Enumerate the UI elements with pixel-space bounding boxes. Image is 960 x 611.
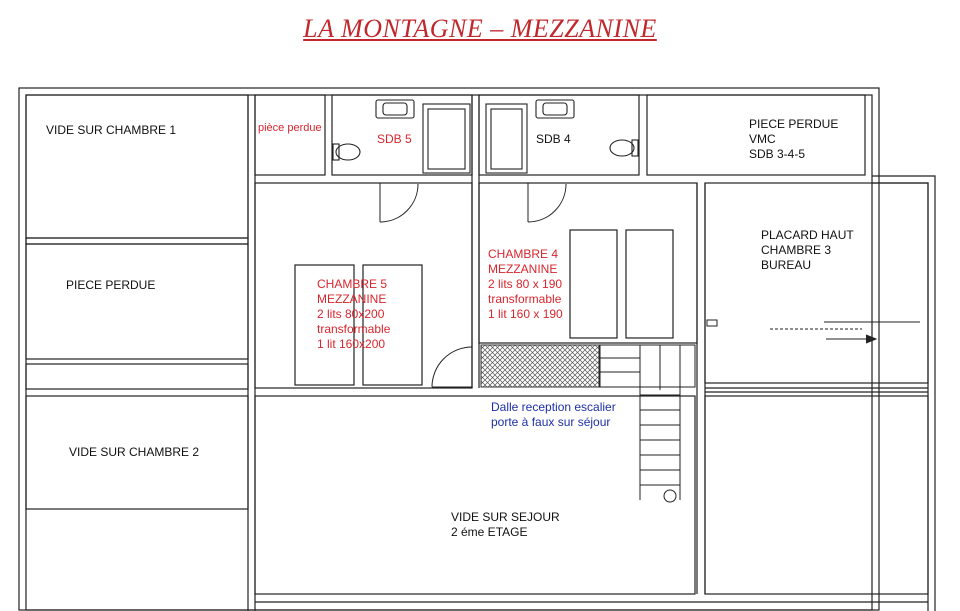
label-piece-perdue-left: PIECE PERDUE <box>66 278 156 292</box>
label-sdb4: SDB 4 <box>536 132 571 146</box>
label-vide-chambre-2: VIDE SUR CHAMBRE 2 <box>69 445 200 459</box>
title-text: LA MONTAGNE – MEZZANINE <box>303 14 657 43</box>
label-sdb5: SDB 5 <box>377 132 412 146</box>
label-placard: PLACARD HAUT CHAMBRE 3 BUREAU <box>761 228 854 272</box>
plan-title <box>0 14 960 44</box>
dalle-hatch <box>481 345 599 387</box>
label-vide-sejour: VIDE SUR SEJOUR 2 éme ETAGE <box>451 510 560 539</box>
placard-rails <box>707 320 920 343</box>
label-vide-chambre-1: VIDE SUR CHAMBRE 1 <box>46 123 177 137</box>
label-dalle: Dalle reception escalier porte à faux sur séjour <box>491 400 616 429</box>
label-chambre-4: CHAMBRE 4 MEZZANINE 2 lits 80 x 190 transformable 1 lit 160 x 190 <box>488 247 563 321</box>
label-piece-perdue-top: pièce perdue <box>258 122 322 134</box>
label-piece-perdue-vmc: PIECE PERDUE VMC SDB 3-4-5 <box>749 117 839 161</box>
label-chambre-5: CHAMBRE 5 MEZZANINE 2 lits 80x200 transformable 1 lit 160x200 <box>317 277 391 351</box>
